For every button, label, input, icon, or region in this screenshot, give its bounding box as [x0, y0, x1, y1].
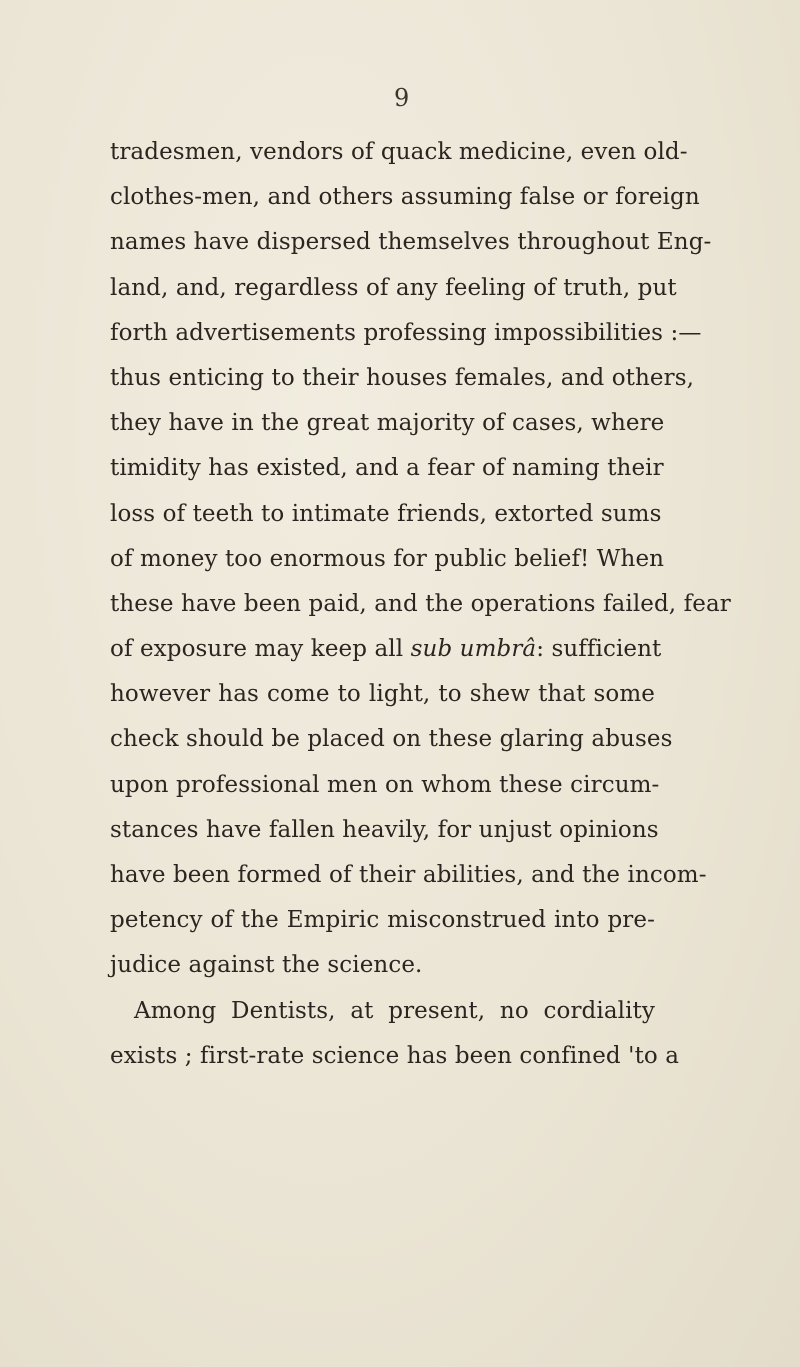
- text-line: upon professional men on whom these circum-: [110, 771, 660, 798]
- text-line: loss of teeth to intimate friends, extorted sums: [110, 500, 662, 527]
- text-line-paragraph-end: judice against the science.: [110, 952, 423, 979]
- text-line: however has come to light, to shew that some: [110, 681, 655, 708]
- text-line: stances have fallen heavily, for unjust opinions: [110, 816, 659, 843]
- text-line: tradesmen, vendors of quack medicine, even old-: [110, 139, 688, 165]
- text-line: of money too enormous for public belief! When: [110, 545, 665, 572]
- text-line: these have been paid, and the operations failed, fear: [110, 590, 731, 617]
- text-line: clothes-men, and others assuming false or foreign: [110, 184, 700, 211]
- paragraph-start-line: Among Dentists, at present, no cordiality: [134, 997, 655, 1024]
- text-line: thus enticing to their houses females, and others,: [110, 364, 695, 391]
- text-line: timidity has existed, and a fear of naming their: [110, 455, 664, 482]
- body-text: [110, 130, 731, 1079]
- text-line: forth advertisements professing impossibilities :—: [110, 319, 702, 346]
- latin-phrase: sub umbrâ: [410, 636, 537, 663]
- text-line: land, and, regardless of any feeling of truth, put: [110, 274, 677, 301]
- text-segment: of exposure may keep all: [110, 636, 411, 663]
- text-line: check should be placed on these glaring abuses: [110, 726, 673, 753]
- text-line: names have dispersed themselves throughout Eng-: [110, 229, 712, 256]
- text-line: exists ; first-rate science has been confined 'to a: [110, 1042, 680, 1069]
- page-number: 9: [394, 84, 410, 112]
- text-line: they have in the great majority of cases, where: [110, 410, 665, 437]
- text-line: petency of the Empiric misconstrued into pre-: [110, 907, 655, 934]
- text-line-with-latin: [110, 627, 662, 672]
- text-line: have been formed of their abilities, and the incom-: [110, 862, 707, 888]
- text-segment: : sufficient: [536, 636, 662, 663]
